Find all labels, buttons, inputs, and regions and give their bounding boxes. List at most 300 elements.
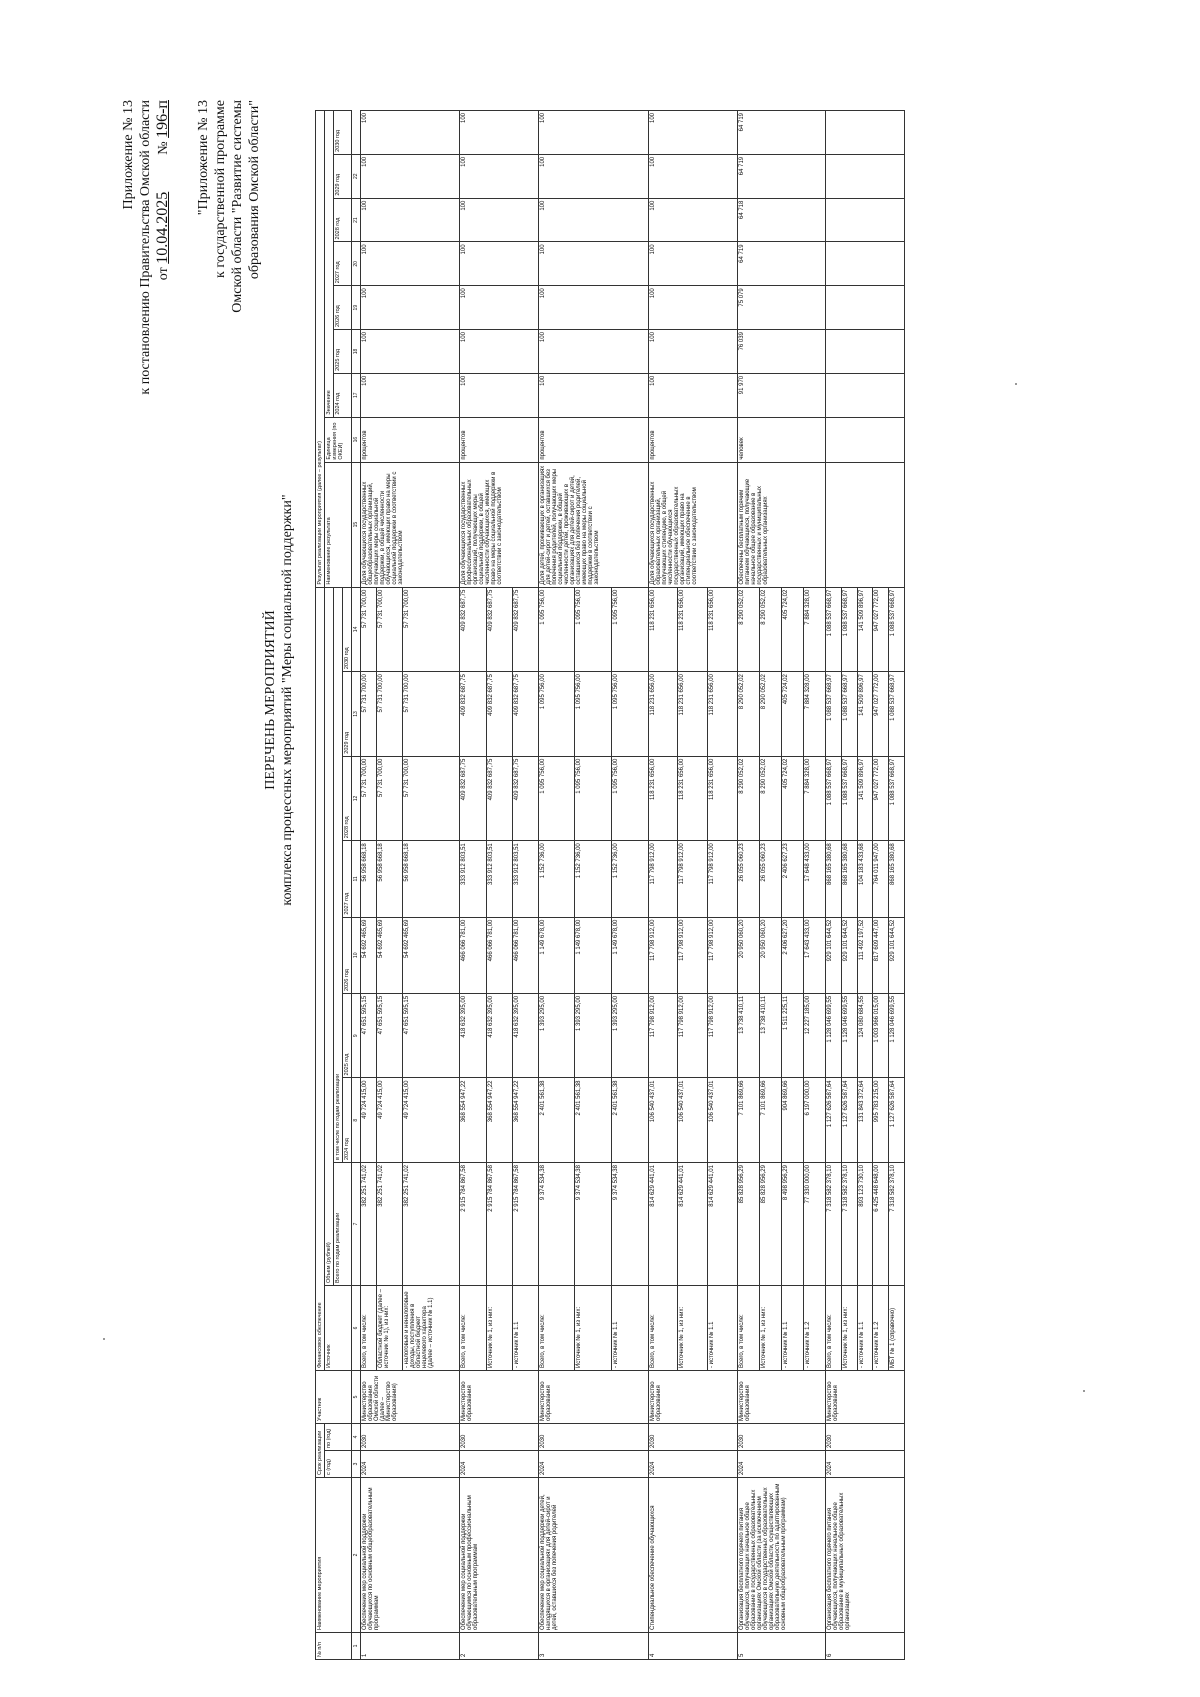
- funding-year-value: 929 101 644,52: [889, 917, 905, 993]
- funding-year-value: 1 088 537 668,97: [826, 756, 842, 841]
- term-to: 2030: [460, 1424, 538, 1451]
- column-number: 20: [352, 242, 361, 286]
- funding-year-value: 929 101 644,52: [842, 917, 858, 993]
- col-header-no: № п/п: [316, 1633, 352, 1660]
- funding-year-value: 409 832 687,75: [512, 756, 538, 841]
- term-to: 2030: [361, 1424, 460, 1451]
- funding-year-value: 7 884 328,00: [804, 756, 826, 841]
- funding-source: - источник № 1.2: [873, 1286, 889, 1371]
- funding-year-value: 368 554 947,22: [512, 1078, 538, 1163]
- funding-total: 2 915 784 867,58: [512, 1163, 538, 1286]
- col-header-value: Значение: [325, 111, 334, 418]
- funding-year-value: 54 692 465,69: [402, 917, 460, 993]
- funding-year-value: 405 724,02: [781, 587, 803, 672]
- funding-year-value: 368 554 947,22: [460, 1078, 486, 1163]
- funding-total: 893 123 730,10: [857, 1163, 873, 1286]
- funding-year-value: 995 783 215,00: [873, 1078, 889, 1163]
- funding-year-value: 1 149 678,00: [538, 917, 575, 993]
- column-number: 8: [352, 1078, 361, 1163]
- funding-year-value: 13 738 410,11: [737, 993, 759, 1078]
- scan-speck: [1015, 383, 1017, 385]
- funding-year-value: 409 832 687,75: [460, 756, 486, 841]
- funding-source: Всего, в том числе:: [648, 1286, 678, 1371]
- column-number: 18: [352, 330, 361, 374]
- scan-speck: [103, 1338, 105, 1340]
- funding-total: 814 629 441,01: [707, 1163, 737, 1286]
- participant: Министерство образования: [737, 1371, 826, 1424]
- result-value: 100: [648, 198, 737, 242]
- funding-year-value: 20 950 060,20: [737, 917, 759, 993]
- funding-year-value: 1 095 756,00: [575, 756, 612, 841]
- column-number: 5: [352, 1371, 361, 1424]
- value-year-2029: 2029 год: [334, 154, 352, 198]
- term-from: 2024: [648, 1451, 737, 1478]
- funding-year-value: 1 088 537 668,97: [889, 756, 905, 841]
- row-number: 6: [826, 1633, 905, 1660]
- result-value: 100: [648, 242, 737, 286]
- funding-year-value: 56 958 668,18: [361, 841, 377, 917]
- funding-year-value: 104 183 433,68: [857, 841, 873, 917]
- column-number: 14: [352, 587, 361, 672]
- funding-year-value: 117 798 912,00: [678, 841, 708, 917]
- funding-year-value: 49 724 415,00: [361, 1078, 377, 1163]
- funding-source: Источник № 1, из них:: [842, 1286, 858, 1371]
- funding-source: Областной бюджет (далее – источник № 1), из них:: [376, 1286, 402, 1371]
- funding-year-value: 1 088 537 668,97: [889, 587, 905, 672]
- col-header-source: Источник: [325, 1286, 352, 1371]
- funding-year-value: 409 832 687,75: [460, 672, 486, 757]
- col-header-name: Наименование мероприятия: [316, 1478, 352, 1633]
- funding-year-value: 57 731 700,00: [376, 587, 402, 672]
- funding-source: - источник № 1.1: [707, 1286, 737, 1371]
- col-header-result-name: Наименование результата: [325, 462, 352, 587]
- column-number-row: [352, 111, 361, 1660]
- column-number: 15: [352, 462, 361, 587]
- funding-year-value: 409 832 687,75: [486, 672, 512, 757]
- funding-year-value: 2 406 627,20: [781, 917, 803, 993]
- column-number: 1: [352, 1633, 361, 1660]
- table-row: [538, 111, 575, 1660]
- funding-year-value: 1 003 966 015,00: [873, 993, 889, 1078]
- funding-year-value: 57 731 700,00: [402, 672, 460, 757]
- funding-year-value: 57 731 700,00: [376, 756, 402, 841]
- result-value: 100: [361, 198, 460, 242]
- row-number: 3: [538, 1633, 648, 1660]
- funding-year-value: 141 509 896,97: [857, 756, 873, 841]
- fin-year-2026: 2026 год: [343, 917, 352, 993]
- participant: Министерство образования: [538, 1371, 648, 1424]
- fin-year-2024: 2024 год: [343, 1078, 352, 1163]
- funding-year-value: 466 066 781,00: [512, 917, 538, 993]
- funding-year-value: 466 066 781,00: [460, 917, 486, 993]
- result-value: 100: [361, 373, 460, 417]
- result-value: 100: [648, 373, 737, 417]
- result-value: 100: [460, 330, 538, 374]
- funding-year-value: 49 724 415,00: [376, 1078, 402, 1163]
- term-from: 2024: [460, 1451, 538, 1478]
- funding-source: Всего, в том числе:: [460, 1286, 486, 1371]
- term-from: 2024: [361, 1451, 460, 1478]
- appendix-line1: Приложение № 13: [121, 100, 136, 210]
- row-number: 4: [648, 1633, 737, 1660]
- funding-source: - источник № 1.1: [857, 1286, 873, 1371]
- result-unit: процентов: [361, 417, 460, 462]
- row-number: 5: [737, 1633, 826, 1660]
- funding-year-value: 47 651 595,15: [402, 993, 460, 1078]
- funding-year-value: 8 290 052,02: [737, 672, 759, 757]
- result-value: 100: [460, 286, 538, 330]
- table-row: [648, 111, 678, 1660]
- col-header-to: по (год): [325, 1424, 352, 1451]
- funding-year-value: 1 095 756,00: [538, 756, 575, 841]
- participant: Министерство образования Омской области (далее – Министерство образования): [361, 1371, 460, 1424]
- funding-year-value: 17 643 433,00: [804, 917, 826, 993]
- funding-year-value: 409 832 687,75: [512, 587, 538, 672]
- scan-speck: [1083, 1390, 1085, 1392]
- funding-year-value: 409 832 687,75: [486, 587, 512, 672]
- funding-year-value: 118 231 656,00: [707, 756, 737, 841]
- fin-year-2029: 2029 год: [343, 672, 352, 757]
- result-unit: процентов: [460, 417, 538, 462]
- funding-year-value: 333 912 803,51: [486, 841, 512, 917]
- column-number: 6: [352, 1286, 361, 1371]
- funding-year-value: 117 798 912,00: [648, 917, 678, 993]
- result-value: [826, 154, 905, 198]
- funding-year-value: 57 731 700,00: [361, 672, 377, 757]
- funding-year-value: 118 231 656,00: [648, 756, 678, 841]
- funding-year-value: 8 290 052,02: [737, 756, 759, 841]
- result-value: 100: [361, 286, 460, 330]
- participant: Министерство образования: [648, 1371, 737, 1424]
- funding-source: - налоговые и неналоговые доходы, поступления в областной бюджет нецелевого характера (далее – источник № 1.1): [402, 1286, 460, 1371]
- result-value: 100: [538, 154, 648, 198]
- column-number: 21: [352, 198, 361, 242]
- funding-year-value: 1 393 295,00: [575, 993, 612, 1078]
- appendix-block: [120, 100, 172, 430]
- result-name: Доля детей, проживающих в организациях для детей-сирот и детей, оставшихся без попечения родителей, получающих меры социальной поддержки, в общей численности детей, проживающих в организациях для детей-сирот и детей, оставшихся без попечения родителей, имеющих право на меры социальной поддержки в соответствии с законодательством: [538, 462, 648, 587]
- funding-year-value: 368 554 947,22: [486, 1078, 512, 1163]
- result-value: 100: [648, 154, 737, 198]
- funding-year-value: 47 651 595,15: [376, 993, 402, 1078]
- funding-year-value: 405 724,02: [781, 672, 803, 757]
- result-value: [826, 111, 905, 155]
- result-value: 100: [361, 330, 460, 374]
- funding-year-value: 1 393 295,00: [612, 993, 649, 1078]
- funding-total: 7 318 582 378,10: [889, 1163, 905, 1286]
- result-value: 64 719: [737, 154, 826, 198]
- fin-year-2030: 2030 год: [343, 587, 352, 672]
- fin-year-2025: 2025 год: [343, 993, 352, 1078]
- col-header-term: Срок реализации: [316, 1424, 325, 1478]
- funding-year-value: 8 290 052,02: [759, 756, 781, 841]
- result-name: [826, 462, 905, 587]
- result-value: 76 039: [737, 330, 826, 374]
- funding-year-value: 817 609 447,00: [873, 917, 889, 993]
- term-from: 2024: [538, 1451, 648, 1478]
- funding-year-value: 409 832 687,75: [460, 587, 486, 672]
- result-value: 100: [460, 154, 538, 198]
- value-year-2026: 2026 год: [334, 286, 352, 330]
- funding-year-value: 12 227 185,00: [804, 993, 826, 1078]
- result-value: 64 718: [737, 198, 826, 242]
- col-header-total: Всего по годам реализации: [334, 1163, 352, 1286]
- funding-total: 8 498 956,29: [781, 1163, 803, 1286]
- document-title: [262, 250, 296, 1150]
- value-year-2027: 2027 год: [334, 242, 352, 286]
- funding-year-value: 764 011 947,00: [873, 841, 889, 917]
- appendix-number: 196-п: [154, 100, 171, 138]
- result-value: 100: [460, 242, 538, 286]
- funding-year-value: 947 027 772,00: [873, 672, 889, 757]
- funding-year-value: 2 401 561,38: [575, 1078, 612, 1163]
- result-value: 100: [648, 111, 737, 155]
- fin-year-2028: 2028 год: [343, 756, 352, 841]
- funding-year-value: 1 149 678,00: [575, 917, 612, 993]
- column-number: 11: [352, 841, 361, 917]
- funding-year-value: 56 958 668,18: [402, 841, 460, 917]
- funding-year-value: 1 088 537 668,97: [826, 587, 842, 672]
- funding-year-value: 117 798 912,00: [707, 917, 737, 993]
- funding-year-value: 1 095 756,00: [575, 672, 612, 757]
- term-from: 2024: [826, 1451, 905, 1478]
- funding-source: Всего, в том числе:: [538, 1286, 575, 1371]
- funding-year-value: 1 095 756,00: [612, 756, 649, 841]
- funding-source: - источник № 1.1: [781, 1286, 803, 1371]
- funding-year-value: 6 197 000,00: [804, 1078, 826, 1163]
- term-to: 2030: [737, 1424, 826, 1451]
- value-year-2025: 2025 год: [334, 330, 352, 374]
- funding-source: - источник № 1.1: [612, 1286, 649, 1371]
- result-value: [826, 330, 905, 374]
- result-value: 100: [538, 242, 648, 286]
- funding-year-value: 26 055 060,23: [737, 841, 759, 917]
- funding-source: - источник № 1.2: [804, 1286, 826, 1371]
- funding-year-value: 106 540 437,01: [707, 1078, 737, 1163]
- result-name: Обеспечены бесплатным горячим питанием обучающиеся, получающие начальное общее образование в государственных и муниципальных образовательных организациях: [737, 462, 826, 587]
- funding-year-value: 118 231 656,00: [678, 672, 708, 757]
- column-number: 16: [352, 417, 361, 462]
- funding-year-value: 418 632 395,00: [460, 993, 486, 1078]
- funding-year-value: 141 509 896,97: [857, 672, 873, 757]
- funding-year-value: 333 912 803,51: [460, 841, 486, 917]
- funding-year-value: 17 648 433,00: [804, 841, 826, 917]
- result-value: 64 719: [737, 111, 826, 155]
- funding-year-value: 1 088 537 668,97: [842, 672, 858, 757]
- col-header-from: с (год): [325, 1451, 352, 1478]
- funding-total: 382 251 741,02: [361, 1163, 377, 1286]
- funding-year-value: 57 731 700,00: [361, 756, 377, 841]
- term-to: 2030: [648, 1424, 737, 1451]
- funding-year-value: 1 152 736,00: [575, 841, 612, 917]
- participant: Министерство образования: [460, 1371, 538, 1424]
- funding-year-value: 111 492 197,52: [857, 917, 873, 993]
- funding-source: Всего, в том числе:: [361, 1286, 377, 1371]
- funding-year-value: 124 080 684,55: [857, 993, 873, 1078]
- value-year-2028: 2028 год: [334, 198, 352, 242]
- measure-name: Обеспечение мер социальной поддержки обучающимся по основным профессиональным образовательным программам: [460, 1478, 538, 1633]
- table-row: [826, 111, 842, 1660]
- funding-year-value: 2 401 561,38: [612, 1078, 649, 1163]
- result-name: Доля обучающихся государственных профессиональных образовательных организаций, получающих меры социальной поддержки, в общей численности обучающихся, имеющих право на меры социальной поддержки в соответствии с законодательством: [460, 462, 538, 587]
- funding-year-value: 1 127 626 587,64: [826, 1078, 842, 1163]
- measure-name: Организация бесплатного горячего питания обучающихся, получающих начальное общее образование в муниципальных образовательных организациях: [826, 1478, 905, 1633]
- funding-year-value: 929 101 644,52: [826, 917, 842, 993]
- result-value: 100: [460, 198, 538, 242]
- term-from: 2024: [737, 1451, 826, 1478]
- funding-total: 77 330 000,00: [804, 1163, 826, 1286]
- funding-year-value: 1 128 046 699,55: [842, 993, 858, 1078]
- funding-year-value: 118 231 656,00: [678, 756, 708, 841]
- measure-name: Организация бесплатного горячего питания обучающихся, получающих начальное общее образование в государственных образовательных организациях Омской области (за исключением обучающихся в государственных образовательных организациях Омской области, осуществляющих образовательную деятельность по адаптированным основным общеобразовательным программам): [737, 1478, 826, 1633]
- funding-year-value: 418 632 395,00: [486, 993, 512, 1078]
- funding-year-value: 1 095 756,00: [575, 587, 612, 672]
- col-header-financing: Финансовое обеспечение: [316, 587, 325, 1370]
- result-value: [826, 198, 905, 242]
- appendix-date: 10.04.2025: [154, 191, 171, 264]
- funding-total: 6 425 448 648,00: [873, 1163, 889, 1286]
- result-value: 64 719: [737, 242, 826, 286]
- funding-total: 9 374 534,38: [575, 1163, 612, 1286]
- funding-source: Источник № 1, из них:: [678, 1286, 708, 1371]
- column-number: 17: [352, 373, 361, 417]
- funding-year-value: 466 066 781,00: [486, 917, 512, 993]
- result-unit: [826, 417, 905, 462]
- funding-year-value: 57 731 700,00: [361, 587, 377, 672]
- funding-source: МБТ № 1 (справочно): [889, 1286, 905, 1371]
- column-number: 19: [352, 286, 361, 330]
- funding-year-value: 57 731 700,00: [402, 587, 460, 672]
- table-row: [460, 111, 486, 1660]
- funding-year-value: 8 290 052,02: [737, 587, 759, 672]
- funding-year-value: 1 149 678,00: [612, 917, 649, 993]
- funding-year-value: 117 798 912,00: [678, 917, 708, 993]
- table-row: [737, 111, 759, 1660]
- funding-year-value: 54 692 465,69: [376, 917, 402, 993]
- funding-year-value: 47 651 595,15: [361, 993, 377, 1078]
- result-value: 100: [361, 242, 460, 286]
- funding-source: Всего, в том числе:: [826, 1286, 842, 1371]
- value-year-2030: 2030 год: [334, 111, 352, 155]
- col-header-by-years: в том числе по годам реализации: [334, 587, 343, 1162]
- appendix-date-prefix: от: [156, 267, 171, 281]
- funding-total: 9 374 534,38: [612, 1163, 649, 1286]
- column-number: 9: [352, 993, 361, 1078]
- funding-year-value: 1 127 626 587,64: [889, 1078, 905, 1163]
- funding-year-value: 868 165 380,68: [889, 841, 905, 917]
- row-number: 2: [460, 1633, 538, 1660]
- funding-total: 9 374 534,38: [538, 1163, 575, 1286]
- result-unit: процентов: [648, 417, 737, 462]
- funding-year-value: 117 798 912,00: [678, 993, 708, 1078]
- funding-year-value: 118 231 656,00: [678, 587, 708, 672]
- funding-year-value: 1 095 756,00: [612, 672, 649, 757]
- funding-total: 85 828 956,29: [759, 1163, 781, 1286]
- funding-year-value: 1 127 626 587,64: [842, 1078, 858, 1163]
- appendix-line2: к постановлению Правительства Омской области: [138, 100, 153, 395]
- column-number: 3: [352, 1451, 361, 1478]
- funding-year-value: 131 843 372,64: [857, 1078, 873, 1163]
- funding-total: 2 915 784 867,58: [486, 1163, 512, 1286]
- funding-total: 382 251 741,02: [402, 1163, 460, 1286]
- title-line1: ПЕРЕЧЕНЬ МЕРОПРИЯТИЙ: [263, 610, 278, 790]
- term-to: 2030: [826, 1424, 905, 1451]
- funding-year-value: 56 958 668,18: [376, 841, 402, 917]
- funding-year-value: 57 731 700,00: [376, 672, 402, 757]
- measures-table: [315, 110, 905, 1660]
- funding-year-value: 26 055 060,23: [759, 841, 781, 917]
- funding-year-value: 7 884 328,00: [804, 672, 826, 757]
- col-header-participant: Участник: [316, 1371, 352, 1424]
- funding-source: Источник № 1, из них:: [759, 1286, 781, 1371]
- funding-year-value: 118 231 656,00: [707, 672, 737, 757]
- table-body: [361, 111, 905, 1660]
- funding-year-value: 1 128 046 699,55: [889, 993, 905, 1078]
- funding-year-value: 117 798 912,00: [707, 841, 737, 917]
- funding-year-value: 49 724 415,00: [402, 1078, 460, 1163]
- result-value: 100: [538, 373, 648, 417]
- column-number: 2: [352, 1478, 361, 1633]
- result-value: 100: [460, 111, 538, 155]
- funding-year-value: 2 406 627,23: [781, 841, 803, 917]
- funding-total: 814 629 441,01: [648, 1163, 678, 1286]
- funding-year-value: 118 231 656,00: [648, 587, 678, 672]
- funding-source: - источник № 1.1: [512, 1286, 538, 1371]
- funding-source: Всего, в том числе:: [737, 1286, 759, 1371]
- funding-year-value: 1 088 537 668,97: [842, 756, 858, 841]
- funding-total: 7 318 582 378,10: [826, 1163, 842, 1286]
- result-value: 100: [648, 286, 737, 330]
- result-value: 100: [361, 111, 460, 155]
- funding-year-value: 1 088 537 668,97: [889, 672, 905, 757]
- funding-year-value: 418 632 395,00: [512, 993, 538, 1078]
- fin-year-2027: 2027 год: [343, 841, 352, 917]
- funding-year-value: 1 152 736,00: [612, 841, 649, 917]
- funding-year-value: 947 027 772,00: [873, 587, 889, 672]
- program-line3: Омской области "Развитие системы: [230, 100, 245, 313]
- measure-name: Стипендиальное обеспечение обучающихся: [648, 1478, 737, 1633]
- program-line1: "Приложение № 13: [196, 100, 211, 216]
- funding-year-value: 904 869,66: [781, 1078, 803, 1163]
- funding-year-value: 1 088 537 668,97: [842, 587, 858, 672]
- funding-year-value: 20 950 060,20: [759, 917, 781, 993]
- funding-year-value: 1 088 537 668,97: [826, 672, 842, 757]
- result-name: Доля обучающихся государственных общеобразовательных организаций, получающих меры социальной поддержки, в общей численности обучающихся, имеющих право на меры социальной поддержки в соответствии с законодательством: [361, 462, 460, 587]
- funding-year-value: 7 884 328,00: [804, 587, 826, 672]
- funding-year-value: 118 231 656,00: [707, 587, 737, 672]
- row-number: 1: [361, 1633, 460, 1660]
- result-value: 100: [648, 330, 737, 374]
- result-name: Доля обучающихся государственных образовательных организаций, получающих стипендию, в общей численности обучающихся государственных образовательных организаций, имеющих право на стипендиальное обеспечение в соответствии с законодательством: [648, 462, 737, 587]
- result-unit: человек: [737, 417, 826, 462]
- column-number: 22: [352, 154, 361, 198]
- result-unit: процентов: [538, 417, 648, 462]
- funding-total: 382 251 741,02: [376, 1163, 402, 1286]
- appendix-number-prefix: №: [156, 141, 171, 155]
- column-number: 13: [352, 672, 361, 757]
- funding-year-value: 1 095 756,00: [538, 672, 575, 757]
- result-value: [826, 286, 905, 330]
- result-value: 100: [538, 198, 648, 242]
- result-value: 100: [538, 286, 648, 330]
- funding-year-value: 13 738 410,11: [759, 993, 781, 1078]
- measures-table-container: [315, 110, 905, 1660]
- funding-total: 7 318 582 378,10: [842, 1163, 858, 1286]
- funding-year-value: 1 095 756,00: [538, 587, 575, 672]
- measure-name: Обеспечение мер социальной поддержки обучающихся по основным общеобразовательным программам: [361, 1478, 460, 1633]
- funding-year-value: 2 401 561,38: [538, 1078, 575, 1163]
- term-to: 2030: [538, 1424, 648, 1451]
- result-value: 100: [538, 111, 648, 155]
